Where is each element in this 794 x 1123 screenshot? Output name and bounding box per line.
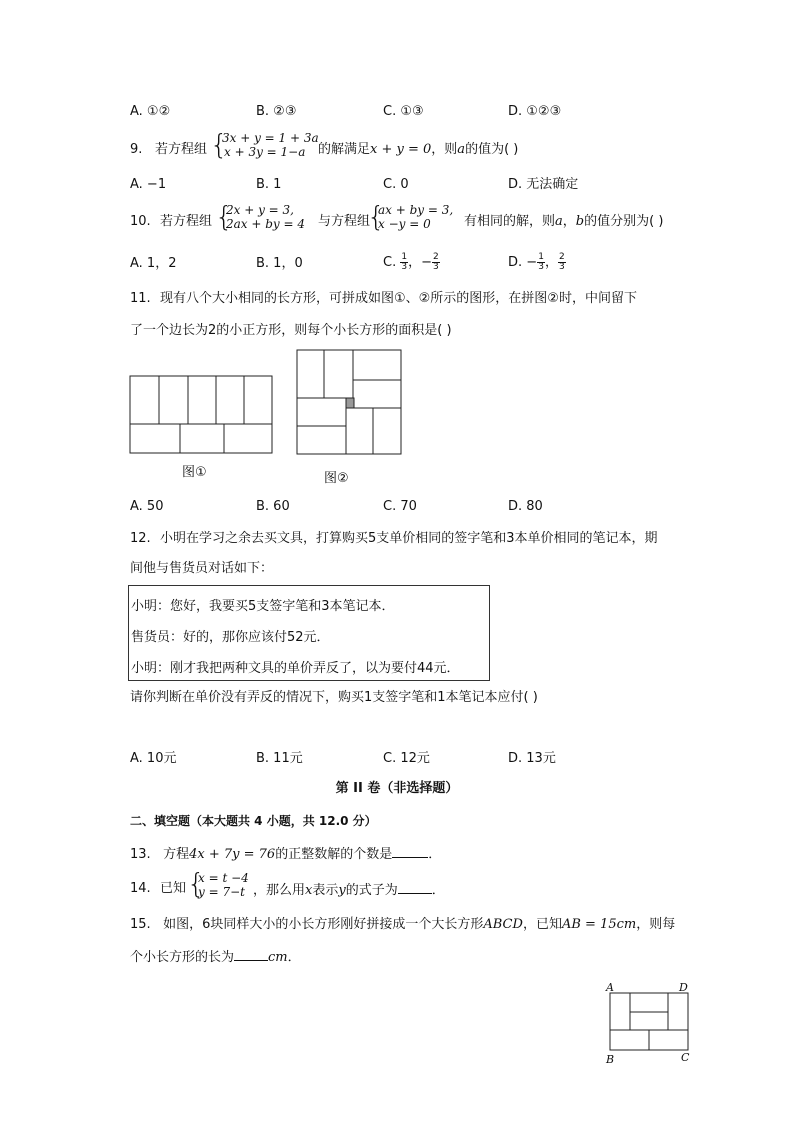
q9-number: 9.: [130, 142, 143, 157]
q10-brace-2: {: [367, 200, 385, 233]
q9-eq2: x + 3y = 1−a: [224, 145, 306, 159]
q14-text: ，那么用x表示y的式子为 ．: [253, 883, 445, 898]
q14-eq1: x = t −4: [198, 871, 249, 885]
q10-eq1: 2x + y = 3,: [226, 203, 294, 217]
q10-brace-1: {: [215, 200, 233, 233]
q9-option-a: A. −1: [130, 177, 167, 192]
q10-option-d: D. − $\frac{1}{3}$ ， $\frac{2}{3}$: [508, 252, 565, 272]
q15-label-b: B: [606, 1053, 615, 1066]
q15-label-d: D: [679, 981, 688, 994]
q10-eq4: x −y = 0: [378, 217, 431, 231]
dialog-line-1: 小明：您好，我要买5支签字笔和3本笔记本．: [131, 599, 395, 614]
q11-figures: [128, 348, 418, 458]
q12-option-a: A. 10元: [130, 751, 177, 766]
q10-text: 有相同的解，则a，b的值分别为( ): [464, 214, 664, 229]
q9-text: 的解满足x + y = 0，则a的值为( ): [318, 142, 519, 157]
q11-option-b: B. 60: [256, 499, 290, 514]
q9-brace: {: [210, 128, 228, 161]
q15-label-a: A: [606, 981, 614, 994]
q9-option-d: D. 无法确定: [508, 177, 579, 192]
q10-number: 10.: [130, 214, 151, 229]
q15-label-c: C: [681, 1051, 690, 1064]
q9-eq1: 3x + y = 1 + 3a: [222, 131, 319, 145]
q8-option-b: B. ②③: [256, 104, 297, 119]
dialog-line-3: 小明：刚才我把两种文具的单价弄反了，以为要付44元．: [131, 661, 460, 676]
q12-option-b: B. 11元: [256, 751, 303, 766]
q10-eq3: ax + by = 3,: [378, 203, 454, 217]
q15-answer-blank[interactable]: [234, 948, 268, 961]
q8-option-a: A. ①②: [130, 104, 171, 119]
q11-line2: 了一个边长为2的小正方形，则每个小长方形的面积是( ): [130, 323, 452, 338]
q14-eq2: y = 7−t: [198, 885, 245, 899]
q13-answer-blank[interactable]: [392, 845, 428, 858]
q9-option-b: B. 1: [256, 177, 282, 192]
q12-dialog-box: [128, 585, 490, 681]
q10-option-a: A. 1，2: [130, 256, 177, 271]
q11-option-c: C. 70: [383, 499, 417, 514]
q12-line1: 小明在学习之余去买文具，打算购买5支单价相同的签字笔和3本单价相同的笔记本，期: [160, 531, 658, 546]
q13: 13. 方程4x + 7y = 76的正整数解的个数是 ．: [130, 847, 442, 862]
q14-number: 14.: [130, 881, 151, 896]
section-2-title: 第 II 卷（非选择题）: [335, 781, 459, 796]
q12-option-c: C. 12元: [383, 751, 430, 766]
dialog-line-2: 售货员：好的，那你应该付52元．: [131, 630, 330, 645]
q10-option-c: C. $\frac{1}{3}$ ，− $\frac{2}{3}$: [383, 252, 439, 272]
q11-fig2-caption: 图②: [324, 471, 349, 486]
figure-1: [130, 376, 272, 453]
q9-prefix: 若方程组: [155, 142, 208, 157]
q10-option-b: B. 1，0: [256, 256, 303, 271]
q12-option-d: D. 13元: [508, 751, 556, 766]
q9-option-c: C. 0: [383, 177, 409, 192]
q15-line1: 15. 如图，6块同样大小的小长方形刚好拼接成一个大长方形ABCD，已知AB = 15cm，则每: [130, 917, 676, 932]
figure-2: [297, 350, 401, 454]
q14-prefix: 已知: [160, 881, 187, 896]
q10-prefix: 若方程组: [160, 214, 213, 229]
section-2-heading: 二、填空题（本大题共 4 小题，共 12.0 分）: [130, 814, 377, 828]
q12-line2: 间他与售货员对话如下：: [130, 561, 274, 576]
q11-number: 11.: [130, 291, 151, 306]
q11-option-d: D. 80: [508, 499, 543, 514]
q14-brace: {: [187, 867, 205, 900]
q10-eq2: 2ax + by = 4: [226, 217, 306, 231]
q11-line1: 现有八个大小相同的长方形，可拼成如图①、②所示的图形，在拼图②时，中间留下: [160, 291, 637, 306]
q11-fig1-caption: 图①: [182, 465, 207, 480]
q14-answer-blank[interactable]: [398, 881, 432, 894]
q12-number: 12.: [130, 531, 151, 546]
q8-option-c: C. ①③: [383, 104, 424, 119]
q12-question: 请你判断在单价没有弄反的情况下，购买1支签字笔和1本笔记本应付( ): [130, 690, 538, 705]
q10-middle: 与方程组: [318, 214, 371, 229]
q8-option-d: D. ①②③: [508, 104, 562, 119]
q11-option-a: A. 50: [130, 499, 164, 514]
q15-line2: 个小长方形的长为 cm．: [130, 950, 301, 965]
